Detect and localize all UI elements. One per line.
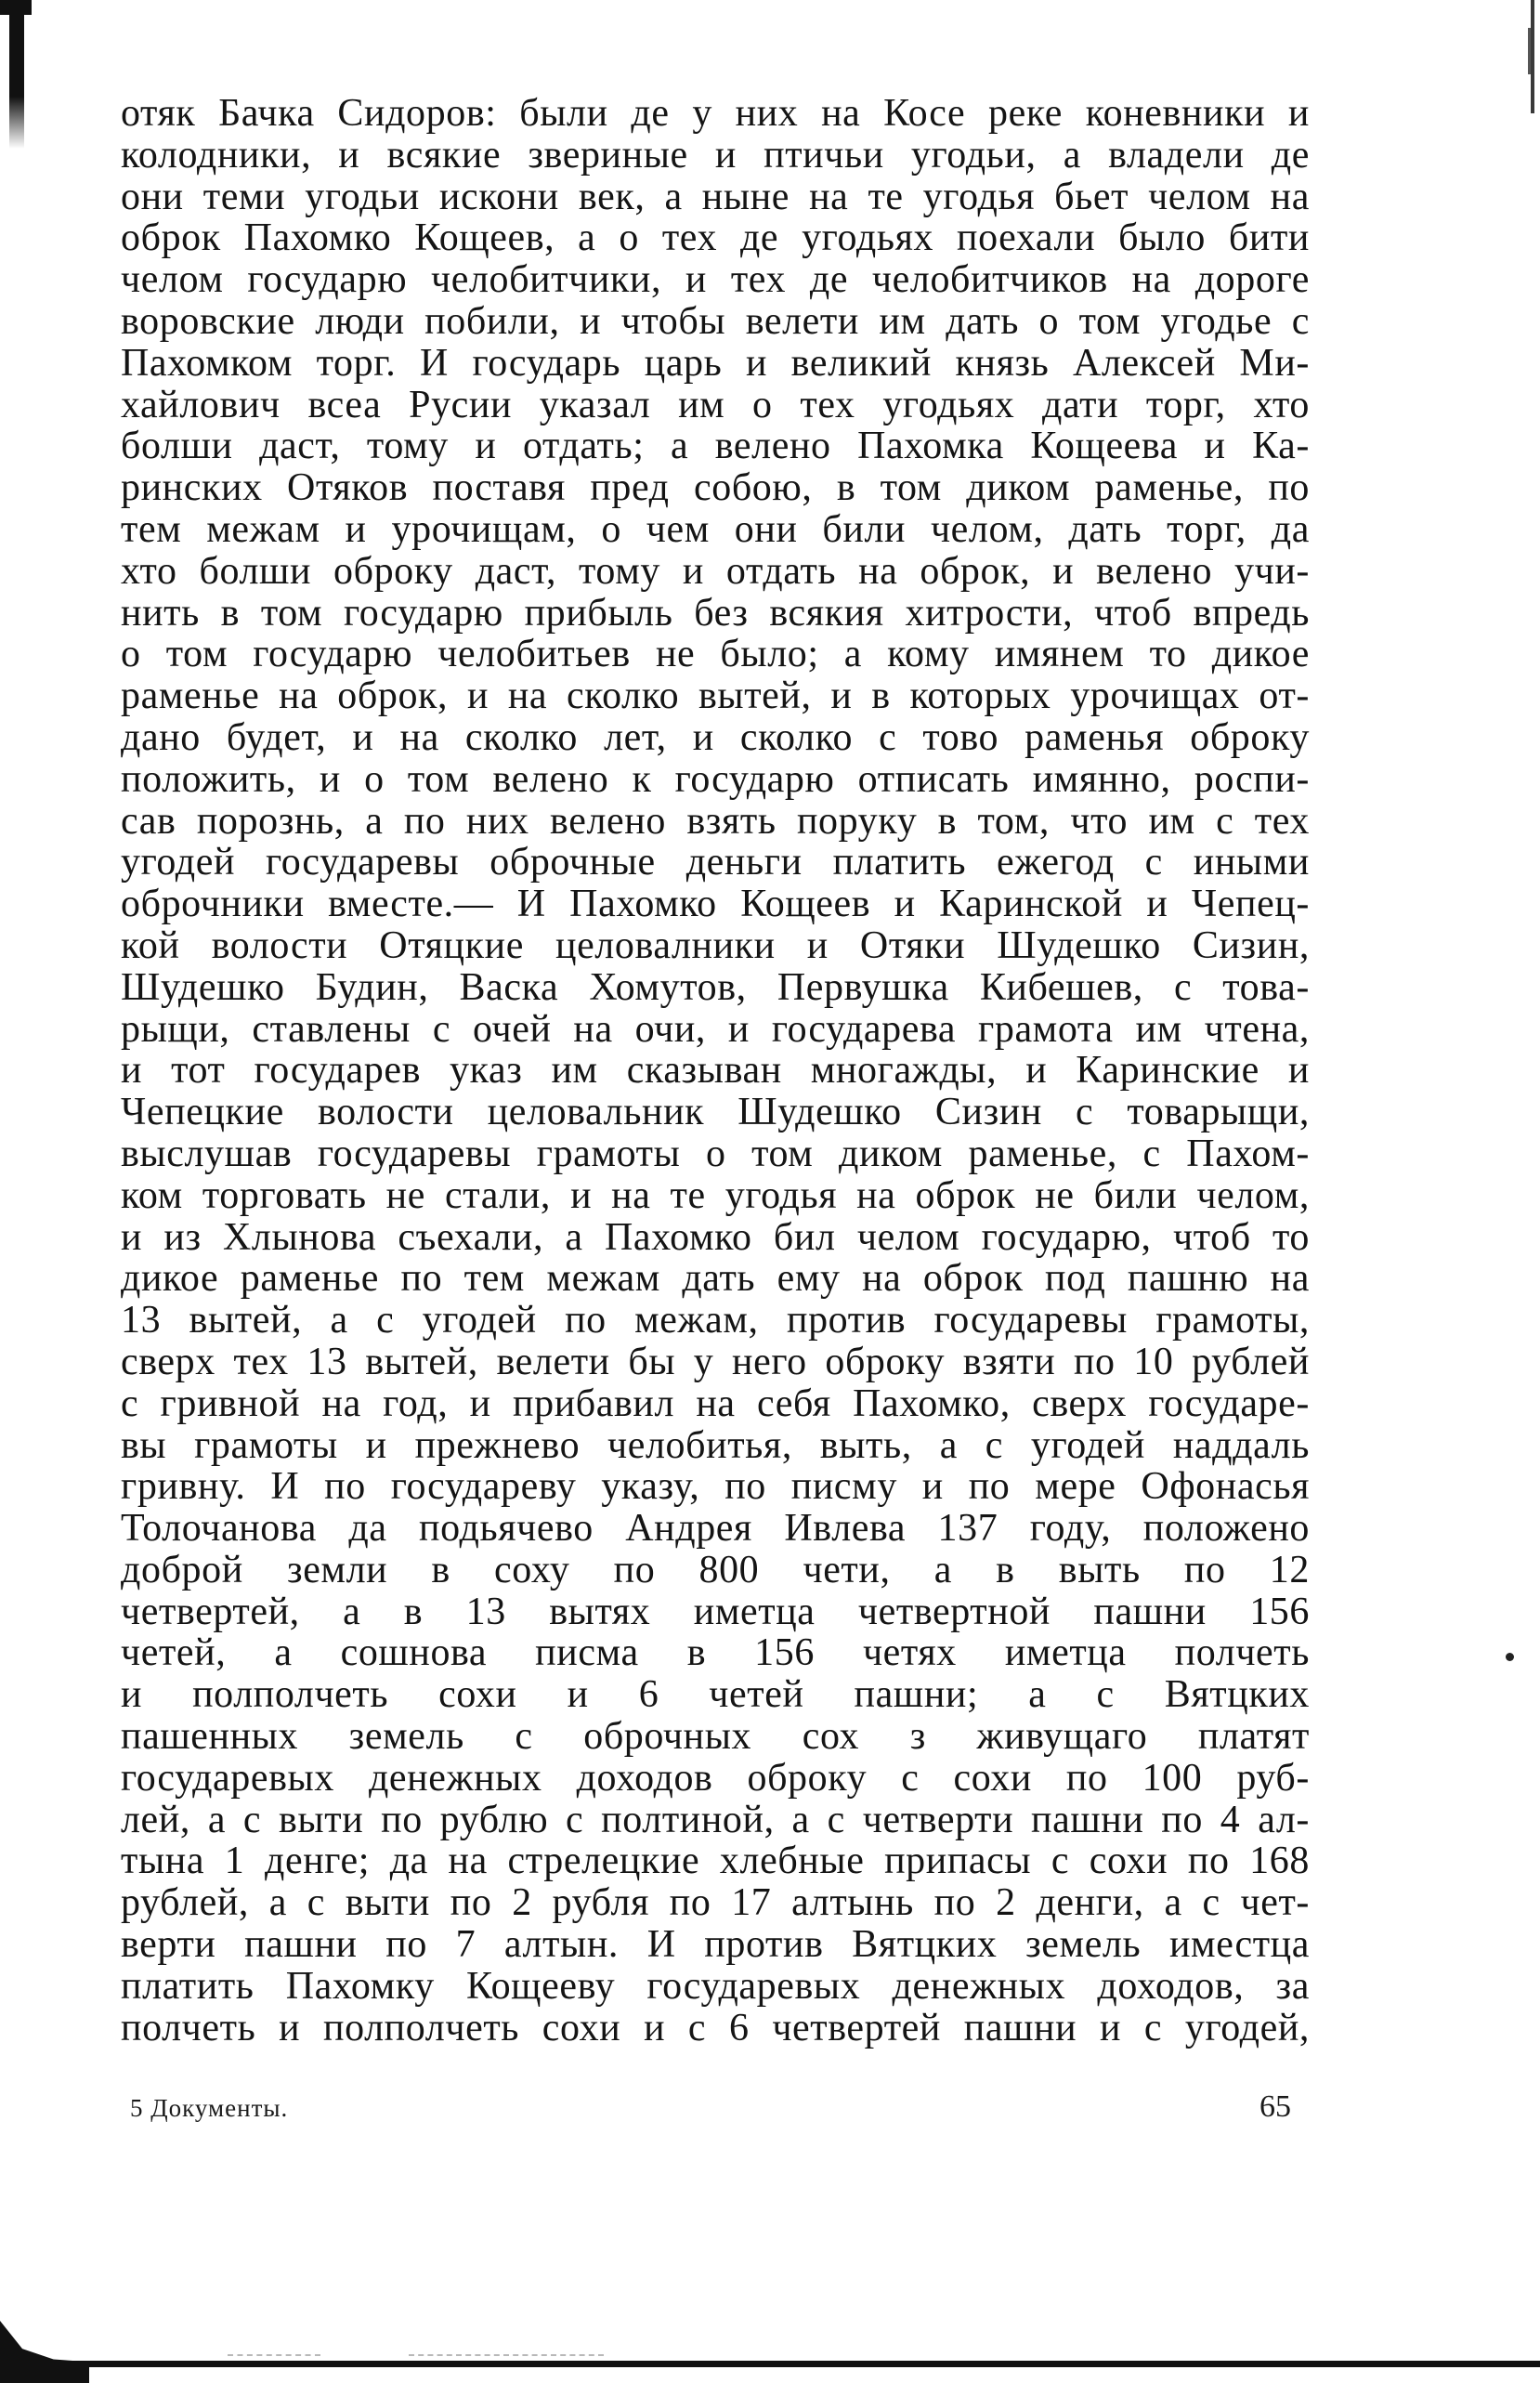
text-line: сверх тех 13 вытей, велети бы у него оброку взяти по 10 рублей [121, 1340, 1310, 1383]
text-line: 13 вытей, а с угодей по межам, против государевы грамоты, [121, 1299, 1310, 1342]
scan-noise [228, 2354, 320, 2356]
text-line: гривну. И по государеву указу, по писму и по мере Офонасья [121, 1465, 1310, 1509]
text-line: угодей государевы оброчные деньги платить ежегод с иными [121, 841, 1310, 884]
text-line: челом государю челобитчики, и тех де челобитчиков на дороге [121, 258, 1310, 302]
text-line: хайлович всеа Русии указал им о тех угодьях дати торг, хто [121, 383, 1310, 426]
text-line: Толочанова да подьячево Андрея Ивлева 137 году, положено [121, 1507, 1310, 1551]
text-line: раменье на оброк, и на сколко вытей, и в которых урочищах от- [121, 674, 1310, 718]
text-line: колодники, и всякие звериные и птичьи угодьи, а владели де [121, 133, 1310, 177]
text-line: Чепецкие волости целовальник Шудешко Сизин с товарыщи, [121, 1091, 1310, 1134]
text-line: и тот государев указ им сказыван многажды, и Каринские и [121, 1049, 1310, 1093]
scan-speck [1506, 1653, 1514, 1661]
text-line: сав порознь, а по них велено взять поруку в том, что им с тех [121, 799, 1310, 843]
text-line: дикое раменье по тем межам дать ему на оброк под пашню на [121, 1257, 1310, 1301]
scan-noise [409, 2354, 604, 2356]
text-line: лей, а с выти по рублю с полтиной, а с четверти пашни по 4 ал- [121, 1798, 1310, 1841]
text-line: тына 1 денге; да на стрелецкие хлебные припасы с сохи по 168 [121, 1840, 1310, 1883]
text-line: вы грамоты и прежнево челобитья, выть, а с угодей наддаль [121, 1423, 1310, 1467]
text-line: отяк Бачка Сидоров: были де у них на Косе реке коневники и [121, 92, 1310, 135]
text-line: дано будет, и на сколко лет, и сколко с тово раменья оброку [121, 715, 1310, 759]
text-line: воровские люди побили, и чтобы велети им дать о том угодье с [121, 299, 1310, 343]
scan-edge-top-right [1531, 0, 1534, 113]
scan-edge-left [9, 0, 24, 149]
page-body-text [121, 93, 1310, 2049]
text-line: тем межам и урочищам, о чем они били челом, дать торг, да [121, 507, 1310, 551]
text-line: четвертей, а в 13 вытях иметца четвертной пашни 156 [121, 1590, 1310, 1633]
text-line: нить в том государю прибыль без всякия хитрости, чтоб впредь [121, 591, 1310, 635]
text-line: выслушав государевы грамоты о том диком раменье, с Пахом- [121, 1132, 1310, 1175]
text-line: и полполчеть сохи и 6 четей пашни; а с Вятцких [121, 1673, 1310, 1717]
page-number: 65 [1259, 2089, 1291, 2124]
text-line: верти пашни по 7 алтын. И против Вятцких земель иместца [121, 1923, 1310, 1967]
text-line: о том государю челобитьев не было; а кому имянем то дикое [121, 633, 1310, 676]
text-line: Пахомком торг. И государь царь и великий князь Алексей Ми- [121, 341, 1310, 385]
footer-signature: 5 Документы. [130, 2094, 289, 2122]
text-line: с гривной на год, и прибавил на себя Пахомко, сверх государе- [121, 1381, 1310, 1425]
scan-mark-top-right [1528, 28, 1531, 74]
text-line: ком торговать не стали, и на те угодья на оброк не били челом, [121, 1173, 1310, 1217]
scan-edge-bottom-left [0, 2321, 89, 2383]
text-line: Шудешко Будин, Васка Хомутов, Первушка Кибешев, с това- [121, 965, 1310, 1009]
text-line: они теми угодьи искони век, а ныне на те угодья бьет челом на [121, 175, 1310, 218]
text-line: ринских Отяков поставя пред собою, в том диком раменье, по [121, 466, 1310, 510]
text-line: рублей, а с выти по 2 рубля по 17 алтынь по 2 денги, а с чет- [121, 1881, 1310, 1925]
text-line: рыщи, ставлены с очей на очи, и государева грамота им чтена, [121, 1007, 1310, 1051]
text-line: оброчники вместе.— И Пахомко Кощеев и Каринской и Чепец- [121, 883, 1310, 926]
text-line: доброй земли в соху по 800 чети, а в выть по 12 [121, 1548, 1310, 1591]
text-line: четей, а сошнова писма в 156 четях иметца полчеть [121, 1631, 1310, 1675]
text-line: болши даст, тому и отдать; а велено Пахомка Кощеева и Ка- [121, 425, 1310, 468]
scan-edge-bottom [0, 2361, 1540, 2367]
text-line: платить Пахомку Кощееву государевых денежных доходов, за [121, 1964, 1310, 2008]
text-line: государевых денежных доходов оброку с сохи по 100 руб- [121, 1756, 1310, 1800]
text-line: и из Хлынова съехали, а Пахомко бил челом государю, чтоб то [121, 1215, 1310, 1259]
text-line: полчеть и полполчеть сохи и с 6 четвертей пашни и с угодей, [121, 2006, 1310, 2049]
text-line: положить, и о том велено к государю отписать имянно, роспи- [121, 757, 1310, 801]
text-line: хто болши оброку даст, тому и отдать на оброк, и велено учи- [121, 549, 1310, 593]
text-line: пашенных земель с оброчных сох з живущаго платят [121, 1715, 1310, 1759]
text-line: кой волости Отяцкие целовалники и Отяки Шудешко Сизин, [121, 923, 1310, 967]
text-line: оброк Пахомко Кощеев, а о тех де угодьях поехали было бити [121, 216, 1310, 260]
